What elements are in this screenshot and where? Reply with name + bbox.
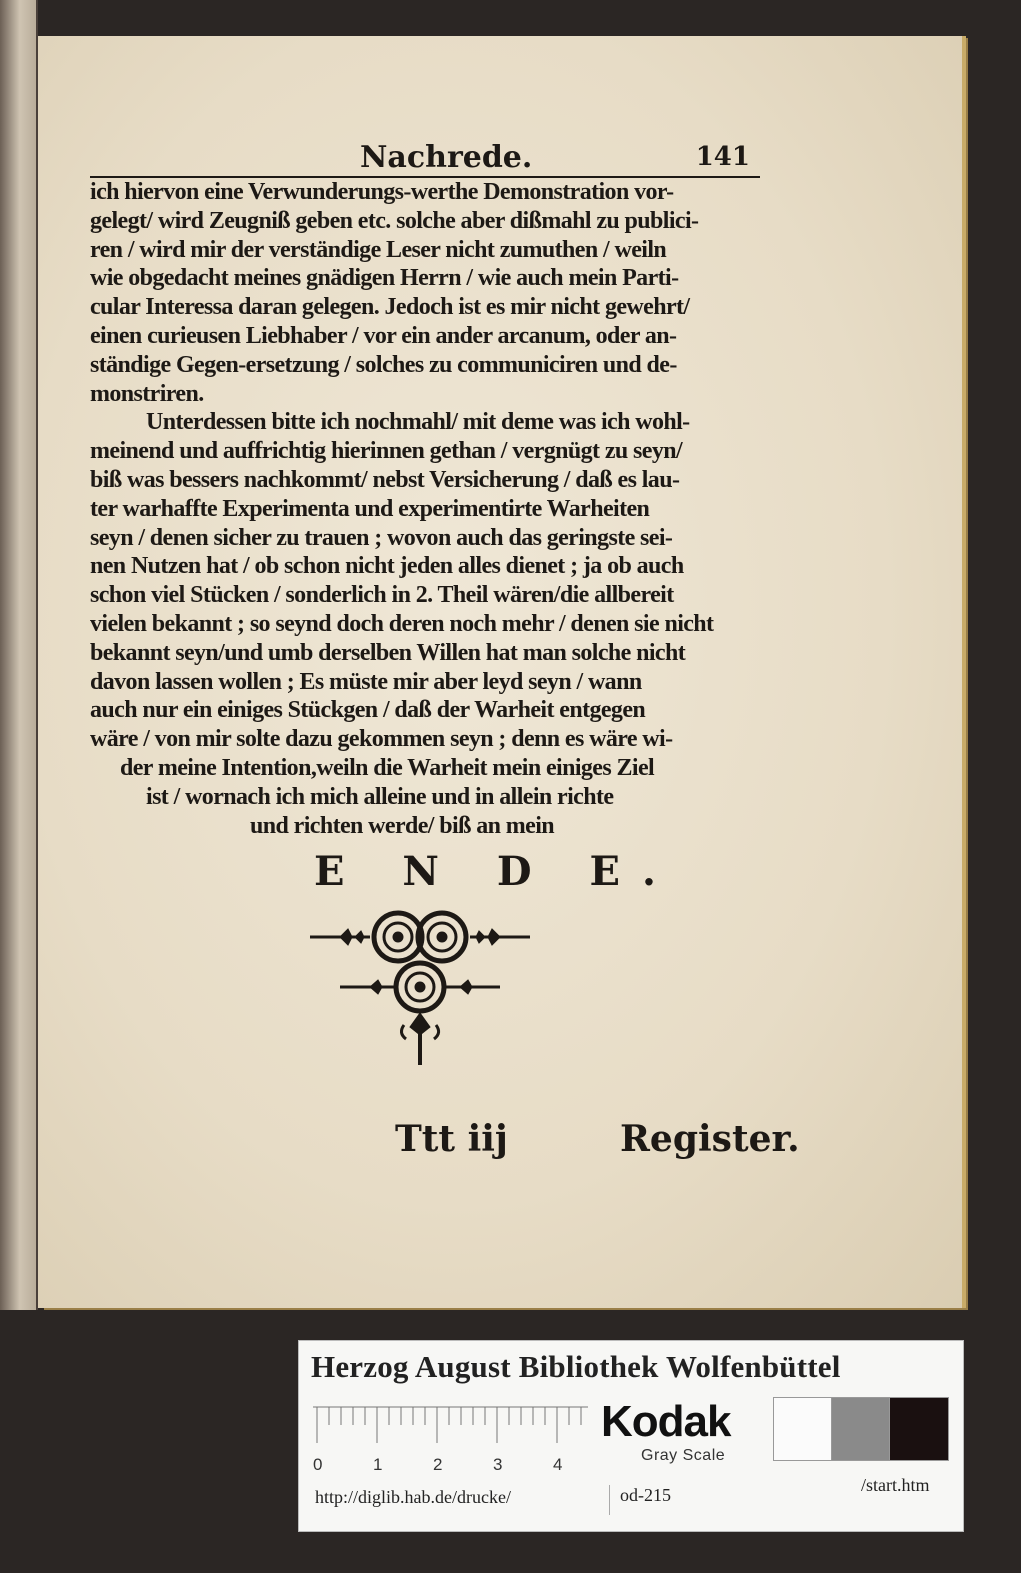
text-line: cular Interessa daran gelegen. Jedoch ist es mir nicht gewehrt/ <box>90 294 690 321</box>
ruler-ticks <box>313 1403 588 1453</box>
ende-heading: E N D E. <box>314 848 678 895</box>
text-line: monstriren. <box>90 380 204 407</box>
scale-number: 4 <box>553 1455 563 1474</box>
running-header <box>90 140 760 178</box>
fleuron-ornament <box>300 905 540 1075</box>
text-line: vielen bekannt ; so seynd doch deren noch mehr / denen sie nicht <box>90 610 714 637</box>
text-line: schon viel Stücken / sonderlich in 2. Theil wären/die allbereit <box>90 582 674 609</box>
text-line: und richten werde/ biß an mein <box>250 812 555 839</box>
text-line: wie obgedacht meines gnädigen Herrn / wie auch mein Parti- <box>90 265 679 292</box>
text-line: ständige Gegen-ersetzung / solches zu communiciren und de- <box>90 351 677 378</box>
facing-page-edge <box>0 0 38 1310</box>
scale-number: 0 <box>313 1455 323 1474</box>
text-line: nen Nutzen hat / ob schon nicht jeden alles dienet ; ja ob auch <box>90 553 684 580</box>
signature-mark: Ttt iij <box>395 1118 508 1160</box>
text-line: bekannt seyn/und umb derselben Willen hat man solche nicht <box>90 639 686 666</box>
text-line: auch nur ein einiges Stückgen / daß der Warheit entgegen <box>90 697 646 724</box>
gray-swatch <box>831 1397 891 1461</box>
text-line: der meine Intention,weiln die Warheit mein einiges Ziel <box>120 754 655 781</box>
gray-scale-label: Gray Scale <box>641 1447 726 1464</box>
text-line: seyn / denen sicher zu trauen ; wovon auch das geringste sei- <box>90 524 673 551</box>
text-line: ter warhaffte Experimenta und experimentirte Warheiten <box>90 495 650 522</box>
scale-number: 3 <box>493 1455 503 1474</box>
text-line: ren / wird mir der verständige Leser nicht zumuthen / weiln <box>90 236 667 263</box>
text-line: Unterdessen bitte ich nochmahl/ mit deme was ich wohl- <box>146 409 690 436</box>
page-number: 141 <box>695 142 750 172</box>
text-line: meinend und auffrichtig hierinnen gethan / vergnügt zu seyn/ <box>90 438 683 465</box>
header-title: Nachrede. <box>360 140 533 175</box>
scale-number: 1 <box>373 1455 383 1474</box>
shelfmark: od-215 <box>609 1485 671 1515</box>
body-text <box>90 178 758 840</box>
text-line: gelegt/ wird Zeugniß geben etc. solche aber dißmahl zu publici- <box>90 207 699 234</box>
text-line: ist / wornach ich mich alleine und in allein richte <box>146 783 614 810</box>
digital-library-url: http://diglib.hab.de/drucke/ <box>315 1487 511 1507</box>
text-line: einen curieusen Liebhaber / vor ein ander arcanum, oder an- <box>90 322 677 349</box>
black-swatch <box>889 1397 949 1461</box>
white-swatch <box>773 1397 833 1461</box>
library-card <box>298 1340 964 1532</box>
ruler-scale <box>313 1403 588 1474</box>
text-line: wäre / von mir solte dazu gekommen seyn ; denn es wäre wi- <box>90 726 673 753</box>
scale-number: 2 <box>433 1455 443 1474</box>
text-line: biß was bessers nachkommt/ nebst Versicherung / daß es lau- <box>90 466 680 493</box>
library-name: Herzog August Bibliothek Wolfenbüttel <box>311 1349 841 1384</box>
text-line: davon lassen wollen ; Es müste mir aber leyd seyn / wann <box>90 668 642 695</box>
text-line: ich hiervon eine Verwunderungs-werthe Demonstration vor- <box>90 179 674 205</box>
kodak-logo: Kodak <box>601 1397 731 1446</box>
catchword: Register. <box>620 1118 800 1160</box>
start-page-url: /start.htm <box>861 1475 930 1495</box>
